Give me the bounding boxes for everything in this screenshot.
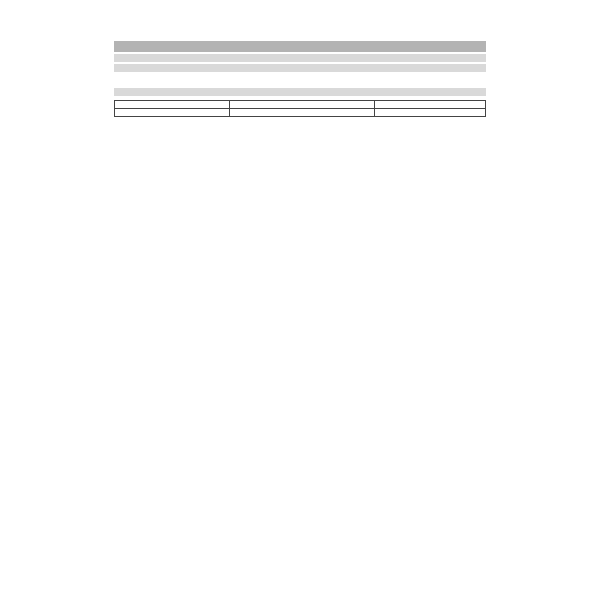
- column-header-significance: [230, 101, 375, 109]
- section-heading-2: [114, 64, 486, 72]
- assessment-banner: [114, 41, 486, 52]
- worksheet-page: [114, 41, 486, 120]
- section-heading-3: [114, 88, 486, 96]
- group-options: [115, 109, 230, 117]
- column-header-properties: [374, 101, 485, 109]
- significance-options: [230, 109, 375, 117]
- column-header-group: [115, 101, 230, 109]
- section-heading-1: [114, 54, 486, 62]
- property-options: [374, 109, 485, 117]
- combination-table: [114, 100, 486, 117]
